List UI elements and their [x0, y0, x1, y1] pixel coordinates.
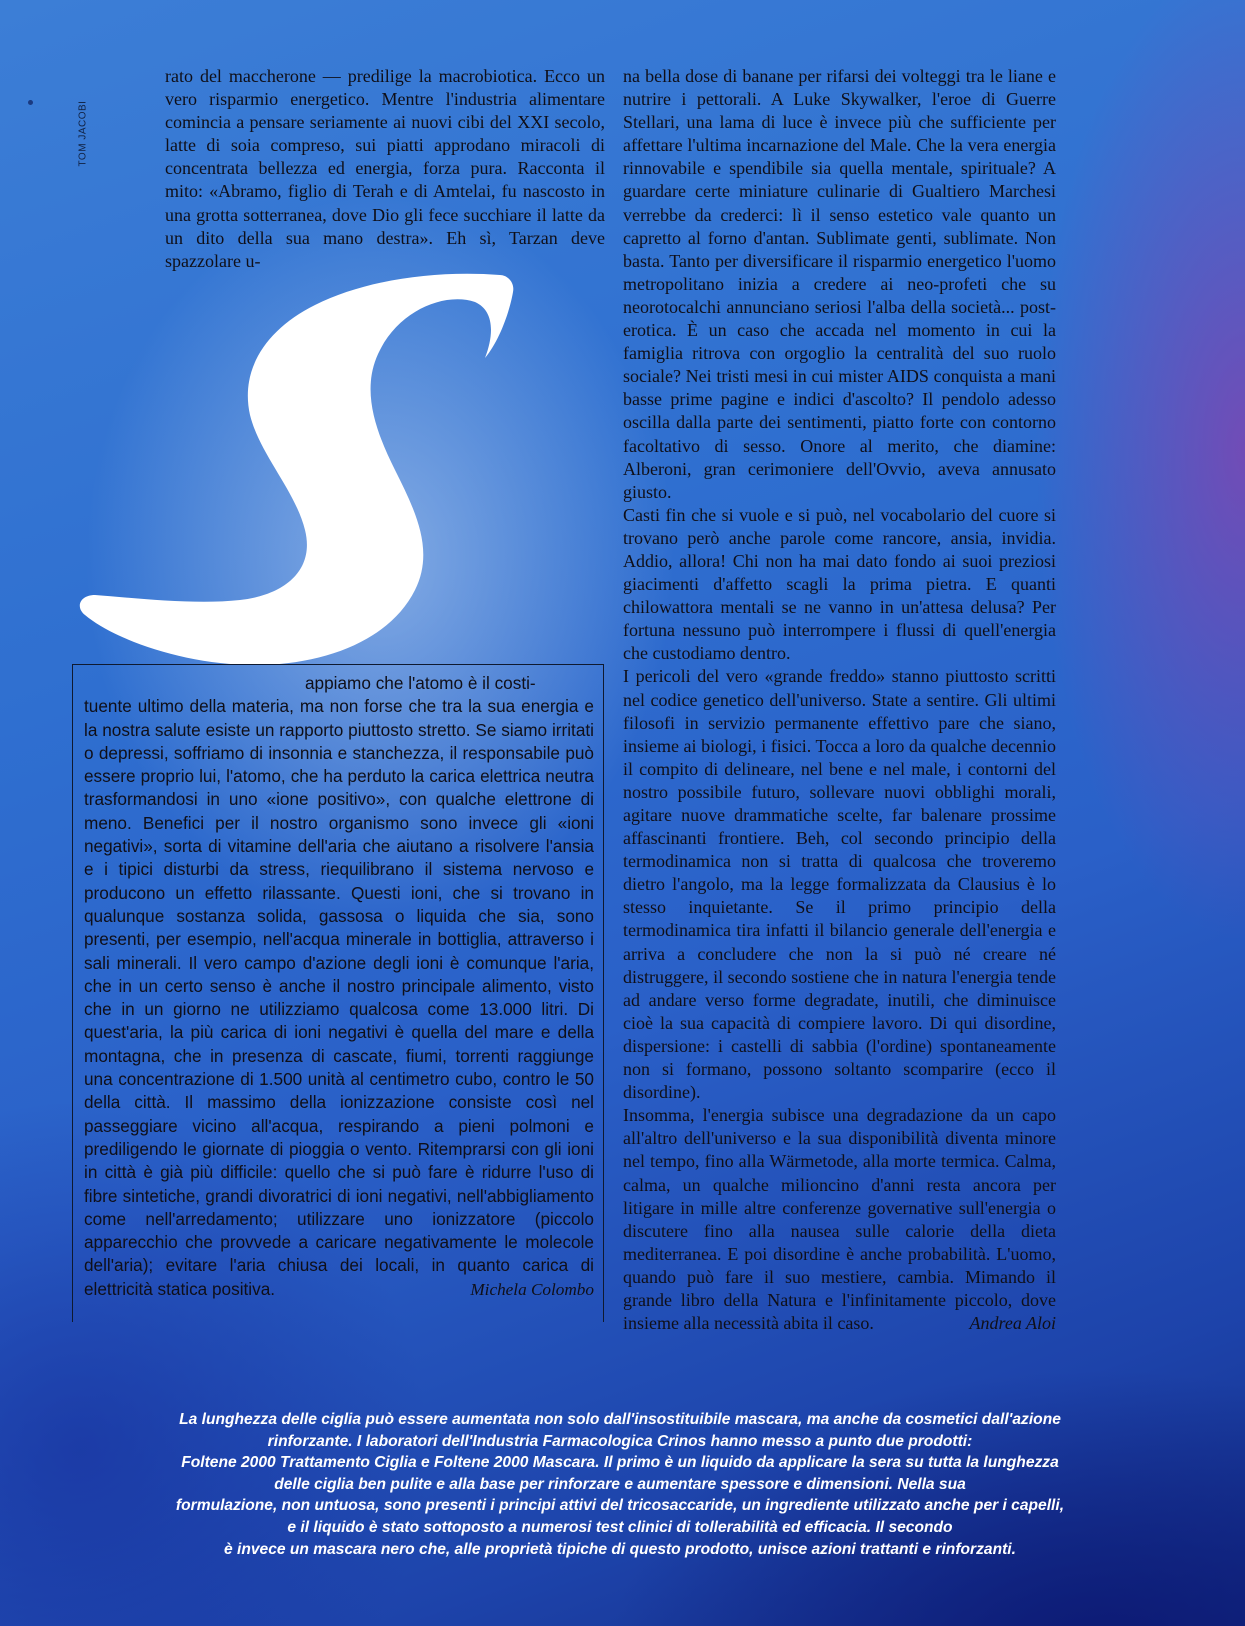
- ions-article: [84, 672, 594, 1301]
- left-column-text: [165, 65, 605, 273]
- decorative-dot: [28, 100, 33, 105]
- caption-line: rinforzante. I laboratori dell'Industria Farmacologica Crinos hanno messo a punto due prodotti:: [267, 1432, 973, 1450]
- caption-line: formulazione, non untuosa, sono presenti i principi attivi del tricosaccaride, un ingrediente utilizzato anche per i capelli,: [175, 1497, 1065, 1515]
- caption-line: è invece un mascara nero che, alle proprietà tipiche di questo prodotto, unisce azioni trattanti e rinforzanti.: [224, 1540, 1016, 1558]
- caption-line: Foltene 2000 Trattamento Ciglia e Foltene 2000 Mascara. Il primo è un liquido da applicare la sera su tutta la lunghezza: [181, 1454, 1059, 1472]
- product-caption: [70, 1409, 1170, 1560]
- caption-line: delle ciglia ben pulite e alla base per rinforzare e aumentare spessore e dimensioni. Nella sua: [274, 1475, 966, 1493]
- right-column-author: Andrea Aloi: [969, 1313, 1056, 1334]
- right-column-paragraph-3: I pericoli del vero «grande freddo» stanno piuttosto scritti nel codice genetico dell'universo. State a sentire. Gli ultimi filosofi in servizio permanente effettivo pare che siano, insieme ai biologi, i fisici. Tocca a loro da qualche decennio il compito di delineare, nel bene e nel male, i contorni del nostro possibile futuro, sollevare nuovi obblighi morali, agitare nuove drammatiche scelte, far balenare prossime affascinanti frontiere. Beh, col secondo principio della termodinamica non si tratta di qualcosa che troveremo dietro l'angolo, ma la legge formalizzata da Clausius è lo stesso inquietante. Se il primo principio della termodinamica tira infatti il bilancio generale dell'energia e arriva a concludere che non la si può né creare né distruggere, il secondo sostiene che in natura l'energia tende ad andare verso forme degradate, inutili, che diminuisce cioè la sua capacità di compiere lavoro. Di qui disordine, dispersione: i castelli di sabbia (l'ordine) spontaneamente non si formano, possono soltanto scomparire (ecco il disordine).: [623, 666, 1056, 1103]
- right-column-paragraph-1: na bella dose di banane per rifarsi dei volteggi tra le liane e nutrire i pettorali. A Luke Skywalker, l'eroe di Guerre Stellari, una lama di luce è invece più che sufficiente per affettare l'ultima incarnazione del Male. Che la vera energia rinnovabile e spendibile sia quella mentale, spirituale? A guardare certe miniature culinarie di Gualtiero Marchesi verrebbe da crederci: lì il senso estetico vale quanto un capretto al forno d'antan. Sublimate genti, sublimate. Non basta. Tanto per diversificare il risparmio energetico l'uomo metropolitano inizia a credere ai neo-profeti che su neorotocalchi annunciano seriosi l'alba della società... post-erotica. È un caso che accada nel momento in cui la famiglia ritrova con orgoglio la centralità del suo ruolo sociale? Nei tristi mesi in cui mister AIDS conquista a mani basse prime pagine e indici d'ascolto? Il pendolo adesso oscilla dalla parte dei sentimenti, piatto forte con contorno facoltativo di sesso. Onore al merito, che diamine: Alberoni, gran cerimoniere dell'Ovvio, aveva annusato giusto.: [623, 66, 1056, 502]
- ions-article-author: Michela Colombo: [470, 1279, 594, 1299]
- right-column-paragraph-4-text: Insomma, l'energia subisce una degradazione da un capo all'altro dell'universo e la sua disponibilità diventa minore nel tempo, fino alla Wärmetode, alla morte termica. Calma, calma, un qualche milioncino d'anni resta ancora per litigare in mille altre conferenze governative sull'energia o discutere fino alla nausea sulle calorie della dieta mediterranea. E poi disordine è anche probabilità. L'uomo, quando può fare il suo mestiere, cambia. Mimando il grande libro della Natura e l'infinitamente piccolo, dove insieme alla necessità abita il caso.: [623, 1105, 1056, 1334]
- caption-line: La lunghezza delle ciglia può essere aumentata non solo dall'insostituibile mascara, ma anche da cosmetici dall'azione: [179, 1411, 1061, 1428]
- photo-credit: [76, 78, 90, 168]
- right-column-paragraph-4: [623, 1104, 1056, 1335]
- photo-credit-text: TOM JACOBI: [77, 100, 89, 167]
- ions-article-body: tuente ultimo della materia, ma non forse che tra la sua energia e la nostra salute esiste un rapporto piuttosto stretto. Se siamo irritati o depressi, soffriamo di insonnia e stanchezza, il responsabile può essere proprio lui, l'atomo, che ha perduto la carica elettrica neutra trasformandosi in uno «ione positivo», con qualche elettrone di meno. Benefici per il nostro organismo sono invece gli «ioni negativi», sorta di vitamine dell'aria che aiutano a risolvere l'ansia e i tipici disturbi da stress, riequilibrano il sistema nervoso e producono un effetto rilassante. Questi ioni, che si trovano in qualunque sostanza solida, gassosa o liquida che sia, sono presenti, per esempio, nell'acqua minerale in bottiglia, attraverso i sali minerali. Il vero campo d'azione degli ioni è comunque l'aria, che in un certo senso è anche il nostro principale alimento, visto che in un giorno ne utilizziamo qualcosa come 13.000 litri. Di quest'aria, la più carica di ioni negativi è quella del mare e della montagna, che in presenza di cascate, fiumi, torrenti raggiunge una concentrazione di 1.500 unità al centimetro cubo, contro le 50 della città. Il massimo della ionizzazione consiste così nel passeggiare vicino all'acqua, respirando a pieni polmoni e prediligendo le giornate di pioggia o vento. Ritemprarsi con gli ioni in città è già più difficile: quello che si può fare è ridurre l'uso di fibre sintetiche, grandi divoratrici di ioni negativi, nell'abbigliamento come nell'arredamento; utilizzare uno ionizzatore (piccolo apparecchio che provvede a caricare negativamente le molecole dell'aria); evitare l'aria chiusa dei locali, in quanto carica di elettricità statica positiva.: [84, 696, 594, 1299]
- dropcap-s-glyph: [55, 270, 525, 690]
- right-column-text: [623, 65, 1056, 1335]
- caption-line: e il liquido è stato sottoposto a numerosi test clinici di tollerabilità ed efficacia. Il secondo: [287, 1518, 953, 1536]
- left-column-paragraph: rato del maccherone — predilige la macrobiotica. Ecco un vero risparmio energetico. Mentre l'industria alimentare comincia a pensare seriamente ai nuovi cibi del XXI secolo, latte di soia compreso, sui piatti approdano miracoli di concentrata bellezza ed energia, forza pura. Racconta il mito: «Abramo, figlio di Terah e di Amtelai, fu nascosto in una grotta sotterranea, dove Dio gli fece succhiare il latte da un dito della sua mano destra». Eh sì, Tarzan deve spazzolare u-: [165, 66, 605, 271]
- ions-article-lead: appiamo che l'atomo è il costi-: [305, 673, 536, 693]
- right-column-paragraph-2: Casti fin che si vuole e si può, nel vocabolario del cuore si trovano però anche parole come rancore, ansia, invidia. Addio, allora! Chi non ha mai dato fondo ai suoi preziosi giacimenti d'affetto scagli la prima pietra. E quanti chilowattora mentali se ne vanno in un'attesa delusa? Per fortuna nessuno può interrompere i flussi di quell'energia che custodiamo dentro.: [623, 504, 1056, 664]
